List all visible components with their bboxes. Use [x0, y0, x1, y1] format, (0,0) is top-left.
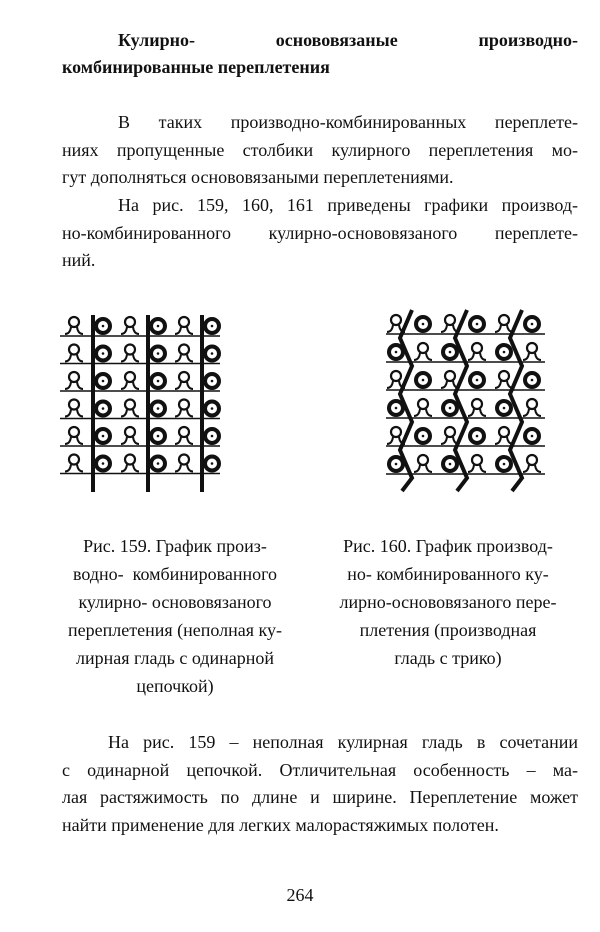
loop-center	[157, 407, 160, 410]
caption-line: водно- комбинированного	[72, 564, 278, 584]
loop-center	[102, 352, 105, 355]
small-loop	[472, 343, 482, 353]
small-loop	[527, 343, 537, 353]
small-loop	[391, 315, 401, 325]
loop-center	[503, 407, 506, 410]
heading-line-2: комбинированные переплетения	[62, 57, 330, 77]
figure-159-caption	[60, 532, 290, 700]
small-loop	[445, 427, 455, 437]
small-loop	[391, 371, 401, 381]
intro-line: но-комбинированного кулирно-основовязаного переплете-	[62, 223, 578, 243]
loop-center	[157, 380, 160, 383]
loop-center	[476, 323, 479, 326]
small-loop	[69, 345, 79, 355]
small-loop	[445, 315, 455, 325]
loop-center	[211, 462, 214, 465]
outro-line: найти применение для легких малорастяжимых полотен.	[62, 815, 499, 835]
caption-line: Рис. 159. График произ-	[83, 536, 267, 556]
loop-center	[102, 462, 105, 465]
small-loop	[125, 455, 135, 465]
page-number: 264	[286, 885, 314, 905]
loop-center	[395, 407, 398, 410]
caption-line: цепочкой)	[136, 676, 214, 696]
loop-center	[476, 435, 479, 438]
small-loop	[391, 427, 401, 437]
small-loop	[499, 315, 509, 325]
small-loop	[445, 371, 455, 381]
loop-center	[211, 435, 214, 438]
small-loop	[179, 345, 189, 355]
loop-center	[476, 379, 479, 382]
loop-center	[395, 351, 398, 354]
small-loop	[527, 399, 537, 409]
loop-center	[422, 379, 425, 382]
loop-center	[102, 407, 105, 410]
loop-center	[102, 435, 105, 438]
small-loop	[125, 345, 135, 355]
small-loop	[527, 455, 537, 465]
intro-line: ний.	[62, 250, 96, 270]
loop-center	[211, 325, 214, 328]
outro-line: лая растяжимость по длине и ширине. Переплетение может	[62, 787, 578, 807]
loop-center	[211, 407, 214, 410]
figure-159-diagram	[60, 310, 240, 495]
small-loop	[179, 317, 189, 327]
caption-line: гладь с трико)	[394, 648, 502, 668]
small-loop	[69, 400, 79, 410]
small-loop	[69, 372, 79, 382]
caption-line: переплетения (неполная ку-	[68, 620, 282, 640]
small-loop	[69, 455, 79, 465]
small-loop	[418, 455, 428, 465]
loop-center	[157, 325, 160, 328]
loop-center	[531, 435, 534, 438]
heading-line-1: Кулирно- основовязаные производно-	[118, 30, 578, 50]
loop-center	[157, 462, 160, 465]
figure-160-caption	[318, 532, 578, 672]
small-loop	[179, 455, 189, 465]
loop-center	[422, 323, 425, 326]
small-loop	[499, 427, 509, 437]
small-loop	[69, 427, 79, 437]
small-loop	[418, 343, 428, 353]
small-loop	[125, 372, 135, 382]
small-loop	[472, 455, 482, 465]
caption-line: но- комбинированного ку-	[347, 564, 549, 584]
loop-center	[503, 351, 506, 354]
loop-center	[157, 352, 160, 355]
intro-line: гут дополняться основовязаными переплетениями.	[62, 167, 454, 187]
intro-line: В таких производно-комбинированных переплете-	[118, 112, 578, 132]
small-loop	[125, 317, 135, 327]
small-loop	[499, 371, 509, 381]
small-loop	[179, 400, 189, 410]
small-loop	[179, 427, 189, 437]
caption-line: лирно-основовязаного пере-	[339, 592, 557, 612]
loop-center	[102, 325, 105, 328]
loop-center	[211, 352, 214, 355]
loop-center	[449, 463, 452, 466]
small-loop	[179, 372, 189, 382]
small-loop	[418, 399, 428, 409]
caption-line: лирная гладь с одинарной	[76, 648, 274, 668]
intro-line: ниях пропущенные столбики кулирного переплетения мо-	[62, 140, 578, 160]
loop-center	[102, 380, 105, 383]
loop-center	[211, 380, 214, 383]
loop-center	[449, 351, 452, 354]
loop-center	[503, 463, 506, 466]
outro-line: с одинарной цепочкой. Отличительная особенность – ма-	[62, 760, 578, 780]
outro-line: На рис. 159 – неполная кулирная гладь в сочетании	[108, 732, 578, 752]
caption-line: кулирно- основовязаного	[78, 592, 272, 612]
loop-center	[531, 379, 534, 382]
figure-160-diagram	[380, 308, 560, 493]
loop-center	[422, 435, 425, 438]
small-loop	[125, 427, 135, 437]
loop-center	[157, 435, 160, 438]
small-loop	[69, 317, 79, 327]
intro-line: На рис. 159, 160, 161 приведены графики производ-	[118, 195, 578, 215]
loop-center	[531, 323, 534, 326]
loop-center	[395, 463, 398, 466]
small-loop	[125, 400, 135, 410]
small-loop	[472, 399, 482, 409]
caption-line: плетения (производная	[359, 620, 537, 640]
loop-center	[449, 407, 452, 410]
caption-line: Рис. 160. График производ-	[343, 536, 553, 556]
